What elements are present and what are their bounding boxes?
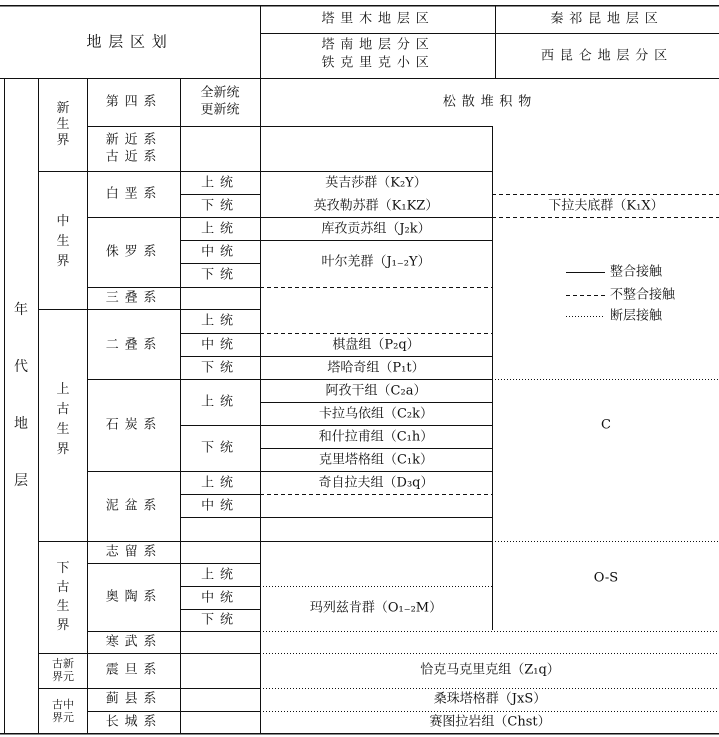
system-carboniferous: 石炭系: [105, 417, 163, 433]
system-triassic: 三叠系: [105, 290, 163, 306]
unit-malieziken-group: 玛列兹肯群（O₁₋₂M）: [309, 600, 443, 616]
series-permian-upper: 上统: [201, 313, 239, 329]
legend-fault-label: 断层接触: [610, 308, 663, 324]
series-ordovician-lower: 下统: [201, 612, 239, 628]
side-label-chronostratigraphic: 年 代 地 层: [14, 302, 28, 489]
unit-qizilafu-formation: 奇自拉夫组（D₃q）: [318, 475, 434, 491]
unit-qipan-formation: 棋盘组（P₂q）: [332, 337, 420, 353]
unit-saitula-formation: 赛图拉岩组（Chst）: [429, 714, 551, 730]
unit-kezilesu-group: 英孜勒苏群（K₁KZ）: [313, 198, 439, 214]
unit-heshilafu-formation: 和什拉甫组（C₁h）: [318, 429, 434, 445]
system-quaternary: 第四系: [105, 94, 163, 110]
series-holocene: 全新统: [200, 85, 240, 101]
unit-qiakemake-formation: 恰克马克里克组（Z₁q）: [420, 662, 560, 678]
system-devonian: 泥盆系: [105, 498, 163, 514]
erathem-lower-paleozoic: 下 古 生 界: [56, 561, 70, 633]
header-qilian-subregion: 西昆仑地层分区: [541, 48, 673, 64]
system-changcheng: 长城系: [105, 714, 163, 730]
series-ordovician-upper: 上统: [201, 567, 239, 583]
series-permian-lower: 下统: [201, 360, 239, 376]
unit-akegan-formation: 阿孜干组（C₂a）: [325, 383, 427, 399]
unit-xialafudi-group: 下拉夫底群（K₁X）: [548, 198, 664, 214]
system-neogene: 新近系: [105, 132, 163, 148]
series-jurassic-lower: 下统: [201, 267, 239, 283]
unit-sangzhu-group: 桑珠塔格群（JxS）: [433, 691, 547, 707]
header-tarim-subregion-1: 塔南地层分区: [321, 37, 435, 53]
system-ordovician: 奥陶系: [105, 589, 163, 605]
unit-carboniferous-undivided: C: [601, 417, 611, 433]
system-sinian: 震旦系: [105, 662, 163, 678]
unit-keli-formation: 克里塔格组（C₁k）: [318, 452, 434, 468]
unit-yingjisha-group: 英吉莎群（K₂Y）: [325, 175, 427, 191]
series-pleistocene: 更新统: [200, 102, 240, 118]
system-paleogene: 古近系: [105, 149, 163, 165]
series-devonian-middle: 中统: [201, 498, 239, 514]
series-ordovician-middle: 中统: [201, 590, 239, 606]
system-permian: 二叠系: [105, 337, 163, 353]
header-tarim-subregion-2: 铁克里克小区: [321, 55, 435, 71]
unit-kuzigongsu-formation: 库孜贡苏组（J₂k）: [321, 221, 431, 237]
legend-conformable-label: 整合接触: [610, 264, 663, 280]
series-jurassic-middle: 中统: [201, 244, 239, 260]
series-carboniferous-lower: 下统: [201, 440, 239, 456]
erathem-cenozoic: 新 生 界: [56, 101, 70, 148]
header-division: 地层区划: [86, 32, 174, 51]
unit-kalawuyi-formation: 卡拉乌依组（C₂k）: [318, 406, 434, 422]
system-silurian: 志留系: [105, 544, 163, 560]
erathem-neoproterozoic: 古新 界元: [52, 657, 74, 683]
series-permian-middle: 中统: [201, 337, 239, 353]
unit-yeerqiang-group: 叶尔羌群（J₁₋₂Y）: [321, 254, 431, 270]
legend-unconformable-label: 不整合接触: [610, 287, 676, 303]
unit-loose-deposits: 松散堆积物: [442, 94, 538, 110]
unit-tahaqi-formation: 塔哈奇组（P₁t）: [327, 360, 425, 376]
system-cretaceous: 白垩系: [105, 186, 163, 202]
erathem-mesozoic: 中 生 界: [56, 214, 70, 269]
header-tarim-region: 塔里木地层区: [321, 11, 435, 27]
system-jixian: 蓟县系: [105, 691, 163, 707]
system-cambrian: 寒武系: [105, 634, 163, 650]
series-carboniferous-upper: 上统: [201, 394, 239, 410]
series-cretaceous-upper: 上统: [201, 175, 239, 191]
series-jurassic-upper: 上统: [201, 221, 239, 237]
unit-ordovician-silurian: O-S: [593, 570, 619, 586]
system-jurassic: 侏罗系: [105, 244, 163, 260]
header-qilian-region: 秦祁昆地层区: [550, 11, 664, 27]
series-cretaceous-lower: 下统: [201, 198, 239, 214]
series-devonian-upper: 上统: [201, 475, 239, 491]
erathem-upper-paleozoic: 上 古 生 界: [56, 382, 70, 457]
erathem-mesoproterozoic: 古中 界元: [52, 698, 74, 724]
